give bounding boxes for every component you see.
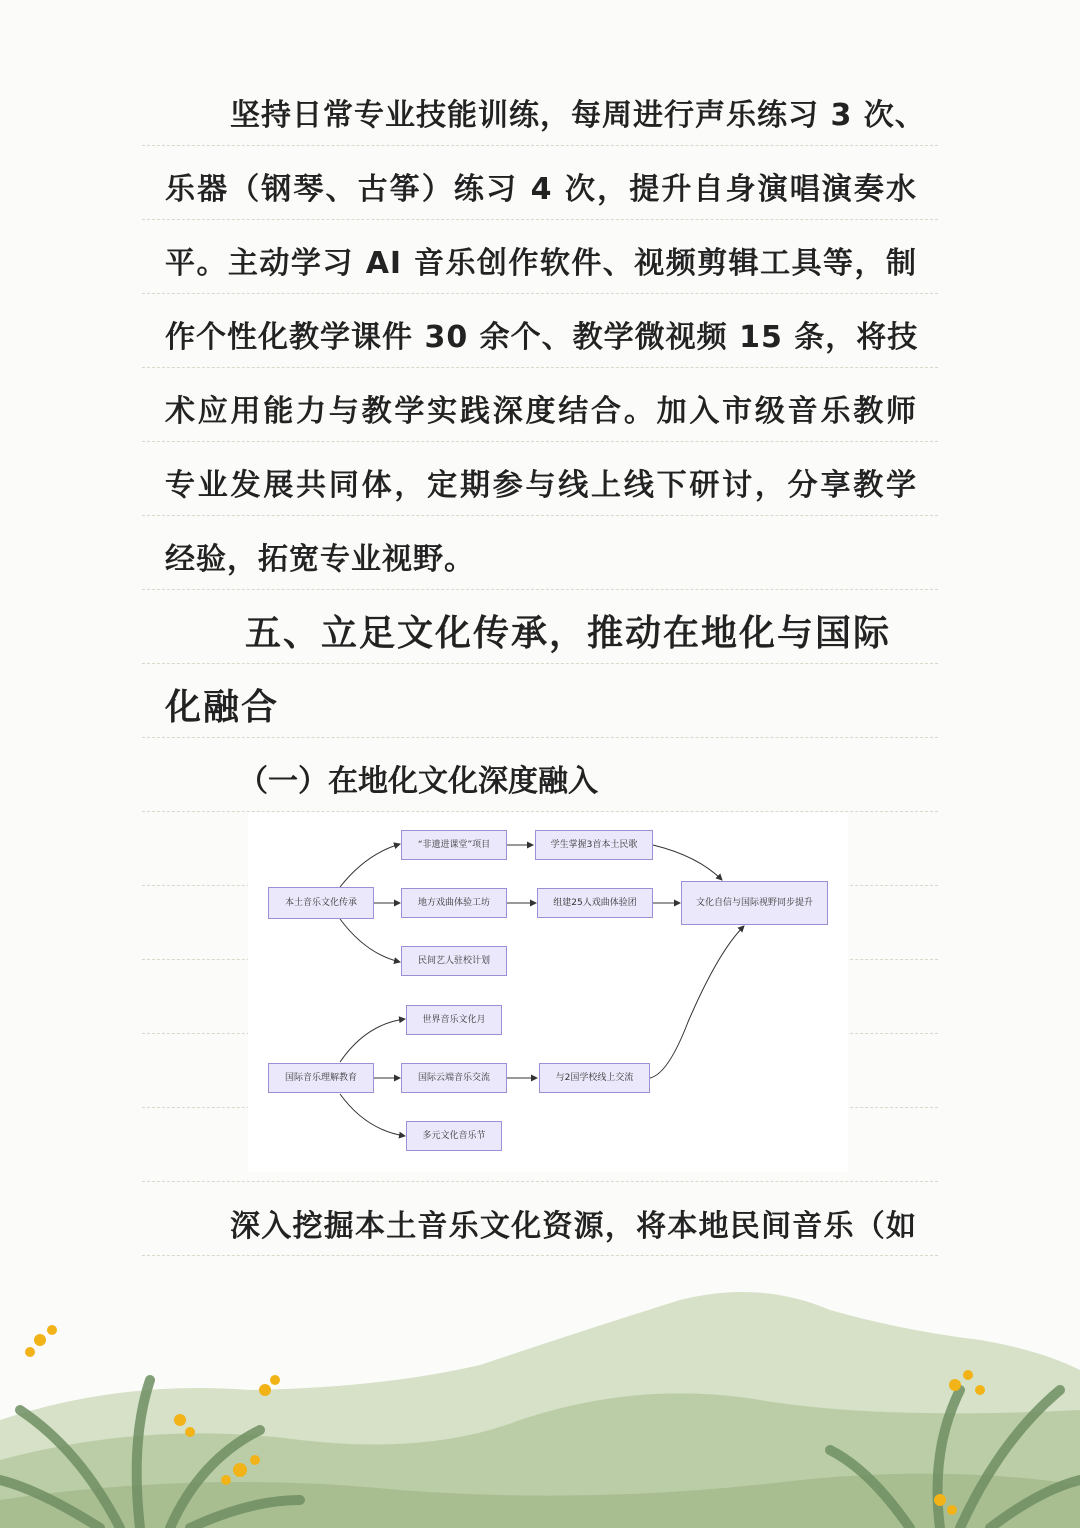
edge — [340, 844, 400, 887]
paragraph-line: 术应用能力与教学实践深度结合。加入市级音乐教师 — [165, 394, 917, 429]
node-opera-workshop: 地方戏曲体验工坊 — [401, 888, 507, 918]
edge — [653, 845, 722, 880]
ruled-line — [142, 219, 938, 220]
paragraph-line: 坚持日常专业技能训练，每周进行声乐练习 3 次、 — [230, 98, 926, 133]
section-heading: 五、立足文化传承，推动在地化与国际 — [245, 613, 892, 654]
node-two-countries: 与2国学校线上交流 — [539, 1063, 650, 1093]
ruled-line — [142, 1181, 938, 1182]
edge — [340, 1019, 405, 1062]
edge — [650, 926, 744, 1078]
paragraph-line: 作个性化教学课件 30 余个、教学微视频 15 条，将技 — [165, 320, 919, 355]
node-multicultural-festival: 多元文化音乐节 — [406, 1121, 502, 1151]
paragraph-line: 平。主动学习 AI 音乐创作软件、视频剪辑工具等，制 — [165, 246, 917, 281]
node-world-music-month: 世界音乐文化月 — [406, 1005, 502, 1035]
ruled-line — [142, 367, 938, 368]
flowchart — [248, 812, 848, 1172]
node-intangible-heritage: “非遗进课堂”项目 — [401, 830, 507, 860]
node-goal: 文化自信与国际视野同步提升 — [681, 881, 828, 925]
ruled-line — [142, 145, 938, 146]
paragraph-line: 乐器（钢琴、古筝）练习 4 次，提升自身演唱演奏水 — [165, 172, 917, 207]
paragraph-line: 深入挖掘本土音乐文化资源，将本地民间音乐（如 — [230, 1209, 917, 1244]
section-heading-continued: 化融合 — [165, 687, 280, 728]
node-folk-artists: 民间艺人驻校计划 — [401, 946, 507, 976]
subsection-heading: （一）在地化文化深度融入 — [238, 764, 598, 799]
ruled-line — [142, 1255, 938, 1256]
node-folk-songs: 学生掌握3首本土民歌 — [535, 830, 653, 860]
landscape-illustration — [0, 1270, 1080, 1528]
node-intl-understanding: 国际音乐理解教育 — [268, 1063, 374, 1093]
ruled-line — [142, 515, 938, 516]
ruled-line — [142, 737, 938, 738]
edge — [340, 1094, 405, 1136]
paragraph-line: 经验，拓宽专业视野。 — [165, 542, 475, 577]
ruled-line — [142, 663, 938, 664]
ruled-line — [142, 441, 938, 442]
ruled-line — [142, 589, 938, 590]
edge — [340, 919, 400, 962]
ruled-line — [142, 293, 938, 294]
node-local-music-heritage: 本土音乐文化传承 — [268, 887, 374, 919]
node-cloud-exchange: 国际云端音乐交流 — [401, 1063, 507, 1093]
paragraph-line: 专业发展共同体，定期参与线上线下研讨，分享教学 — [165, 468, 917, 503]
node-opera-troupe: 组建25人戏曲体验团 — [537, 888, 653, 918]
flowchart-connectors — [248, 812, 848, 1172]
